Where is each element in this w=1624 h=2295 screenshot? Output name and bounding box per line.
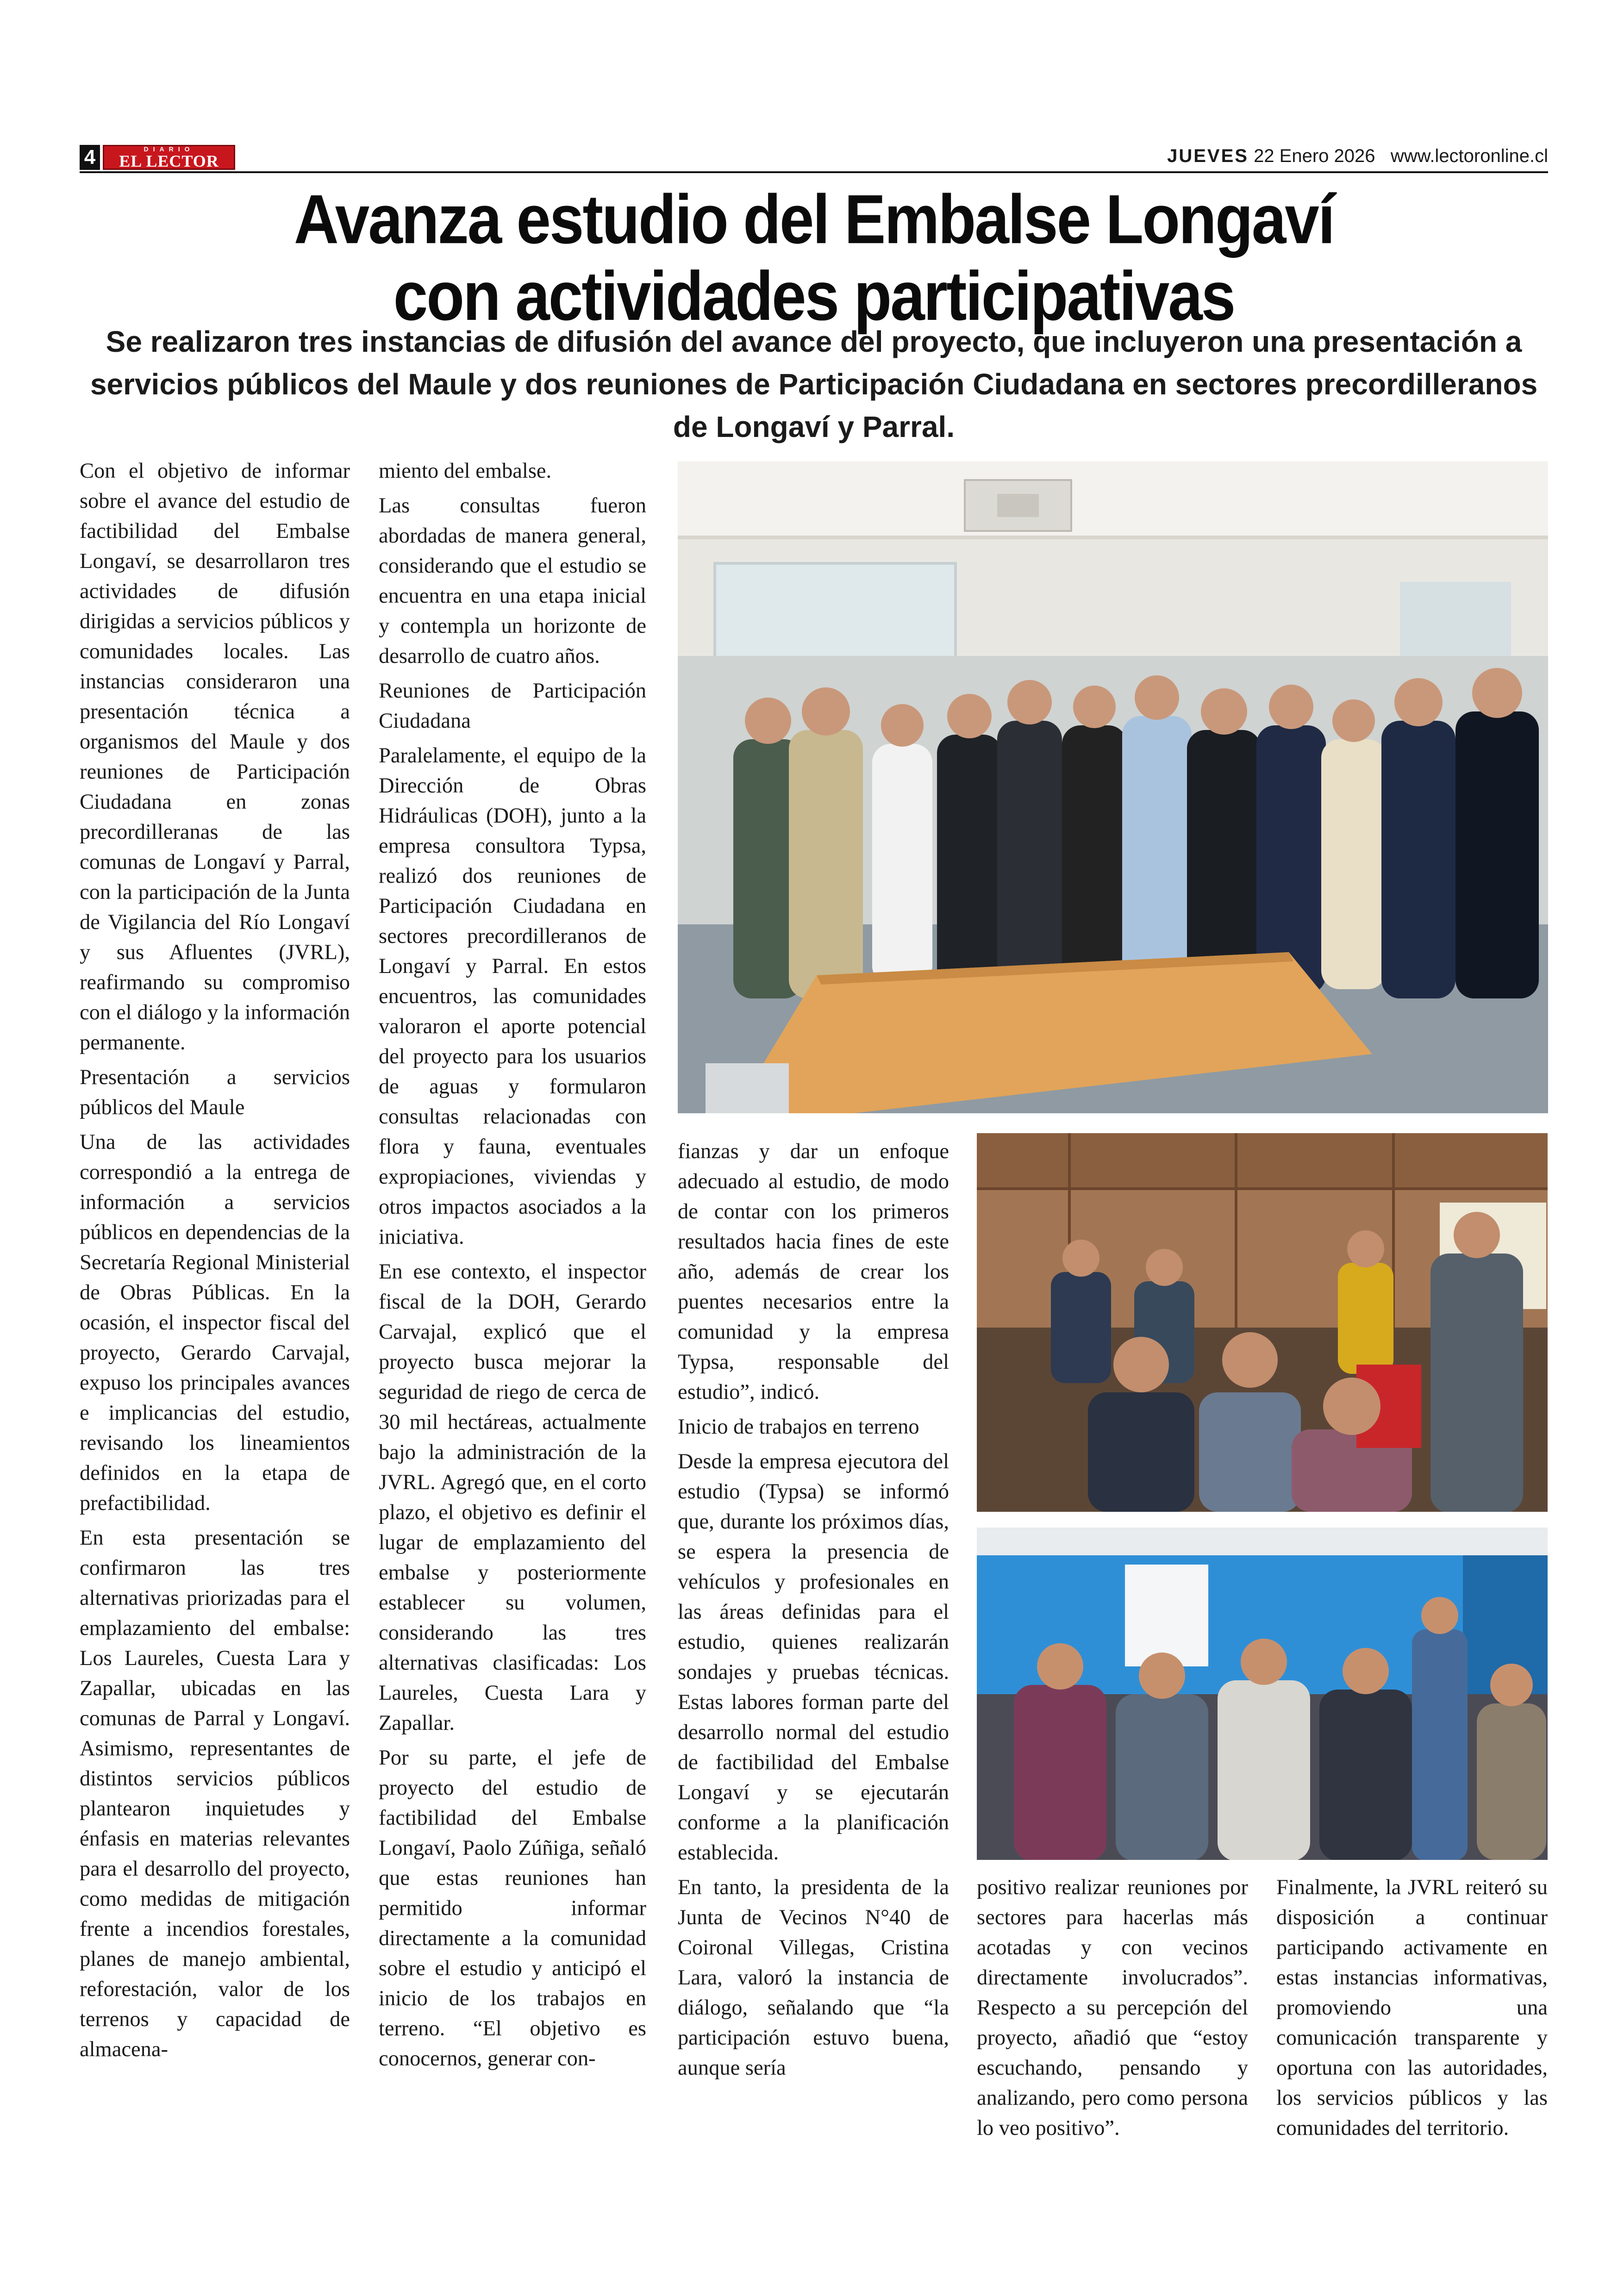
dateline bbox=[1167, 144, 1548, 168]
dateline-day: JUEVES bbox=[1167, 146, 1249, 166]
paragraph: Una de las actividades correspondió a la entrega de información a servicios públicos en dependencias de la Secretaría Regional Ministerial de Obras Públicas. En la ocasión, el inspector fiscal del proyecto, Gerardo Carvajal, expuso los principales avances e implicancias del estudio, revisando los lineamientos definidos en la etapa de prefactibilidad. bbox=[80, 1130, 350, 1515]
article-column-2 bbox=[379, 456, 646, 2078]
logo-top-text: DIARIO bbox=[144, 145, 194, 153]
paragraph: Por su parte, el jefe de proyecto del estudio de factibilidad del Embalse Longaví, Paolo Zúñiga, señaló que estas reuniones han permitido informar directamente a la comunidad sobre el estudio y anticipó el inicio de los trabajos en terreno. “El objetivo es conocernos, generar con- bbox=[379, 1746, 646, 2070]
section-heading: Inicio de trabajos en terreno bbox=[678, 1415, 919, 1439]
newspaper-logo bbox=[103, 145, 235, 170]
article-column-5 bbox=[1276, 1872, 1548, 2148]
paragraph: En tanto, la presidenta de la Junta de Vecinos N°40 de Coironal Villegas, Cristina Lara, valoró la instancia de diálogo, señalando que “la participación estuvo buena, aunque sería bbox=[678, 1876, 949, 2080]
group-photo bbox=[678, 461, 1548, 1113]
paragraph: Las consultas fueron abordadas de manera general, considerando que el estudio se encuentra en una etapa inicial y contempla un horizonte de desarrollo de cuatro años. bbox=[379, 494, 646, 668]
paragraph: En ese contexto, el inspector fiscal de la DOH, Gerardo Carvajal, explicó que el proyecto busca mejorar la seguridad de riego de cerca de 30 mil hectáreas, actualmente bajo la administración de la JVRL. Agregó que, en el corto plazo, el objetivo es definir el lugar de emplazamiento del embalse y posteriormente establecer su volumen, considerando las tres alternativas clasificadas: Los Laureles, Cuesta Lara y Zapallar. bbox=[379, 1260, 646, 1735]
paragraph: Desde la empresa ejecutora del estudio (Typsa) se informó que, durante los próximos días, se espera la presencia de vehículos y profesionales en las áreas definidas para el estudio, quienes realizarán sondajes y pruebas técnicas. Estas labores forman parte del desarrollo normal del estudio de factibilidad del Embalse Longaví y se ejecutarán conforme a la planificación establecida. bbox=[678, 1450, 949, 1865]
headline bbox=[80, 181, 1548, 335]
logo-main-text: EL LECTOR bbox=[119, 152, 219, 170]
paragraph: En esta presentación se confirmaron las tres alternativas priorizadas para el emplazamiento del embalse: Los Laureles, Cuesta Lara y Zapallar, ubicadas en las comunas de Parral y Longaví. Asimismo, representantes de distintos servicios públicos plantearon inquietudes y énfasis en materias relevantes para el desarrollo del proyecto, como medidas de mitigación frente a incendios forestales, planes de manejo ambiental, reforestación, valor de los terrenos y capacidad de almacena- bbox=[80, 1526, 350, 2061]
community-meeting-photo-1 bbox=[977, 1133, 1548, 1512]
section-heading: Reuniones de Participación Ciudadana bbox=[379, 679, 646, 733]
subheadline: Se realizaron tres instancias de difusión del avance del proyecto, que incluyeron una presentación a servicios públicos del Maule y dos reuniones de Participación Ciudadana en sectores precordilleranos de Longaví y Parral. bbox=[90, 325, 1538, 443]
header-divider bbox=[80, 171, 1548, 173]
headline-line-2: con actividades participativas bbox=[393, 257, 1235, 335]
dateline-date: 22 Enero 2026 bbox=[1254, 146, 1375, 166]
article-column-3 bbox=[678, 1136, 949, 2088]
community-meeting-photo-2 bbox=[977, 1528, 1548, 1860]
paragraph: Paralelamente, el equipo de la Dirección de Obras Hidráulicas (DOH), junto a la empresa consultora Typsa, realizó dos reuniones de Participación Ciudadana en sectores precordilleranos de Longaví y Parral. En estos encuentros, las comunidades valoraron el aporte potencial del proyecto para los usuarios de aguas y formularon consultas relacionadas con flora y fauna, eventuales expropiaciones, viviendas y otros impactos asociados a la iniciativa. bbox=[379, 744, 646, 1249]
page-number: 4 bbox=[80, 145, 100, 170]
paragraph: fianzas y dar un enfoque adecuado al estudio, de modo de contar con los primeros resultados hacia fines de este año, además de crear los puentes necesarios entre la comunidad y la empresa Typsa, responsable del estudio”, indicó. bbox=[678, 1140, 949, 1404]
website-link[interactable]: www.lectoronline.cl bbox=[1390, 146, 1548, 166]
paragraph: miento del embalse. bbox=[379, 459, 552, 483]
section-heading: Presentación a servicios públicos del Maule bbox=[80, 1066, 350, 1119]
paragraph: Finalmente, la JVRL reiteró su disposición a continuar participando activamente en estas instancias informativas, promoviendo una comunicación transparente y oportuna con las autoridades, los servicios públicos y las comunidades del territorio. bbox=[1276, 1876, 1548, 2140]
headline-line-1: Avanza estudio del Embalse Longaví bbox=[294, 181, 1334, 258]
article-column-4 bbox=[977, 1872, 1248, 2148]
paragraph: Con el objetivo de informar sobre el avance del estudio de factibilidad del Embalse Longaví, se desarrollaron tres actividades de difusión dirigidas a servicios públicos y comunidades locales. Las instancias consideraron una presentación técnica a organismos del Maule y dos reuniones de Participación Ciudadana en zonas precordilleranas de las comunas de Longaví y Parral, con la participación de la Junta de Vigilancia del Río Longaví y sus Afluentes (JVRL), reafirmando su compromiso con el diálogo y la información permanente. bbox=[80, 459, 350, 1054]
paragraph: positivo realizar reuniones por sectores para hacerlas más acotadas y con vecinos directamente involucrados”. Respecto a su percepción del proyecto, añadió que “estoy escuchando, pensando y analizando, pero como persona lo veo positivo”. bbox=[977, 1876, 1248, 2140]
article-column-1 bbox=[80, 456, 350, 2069]
